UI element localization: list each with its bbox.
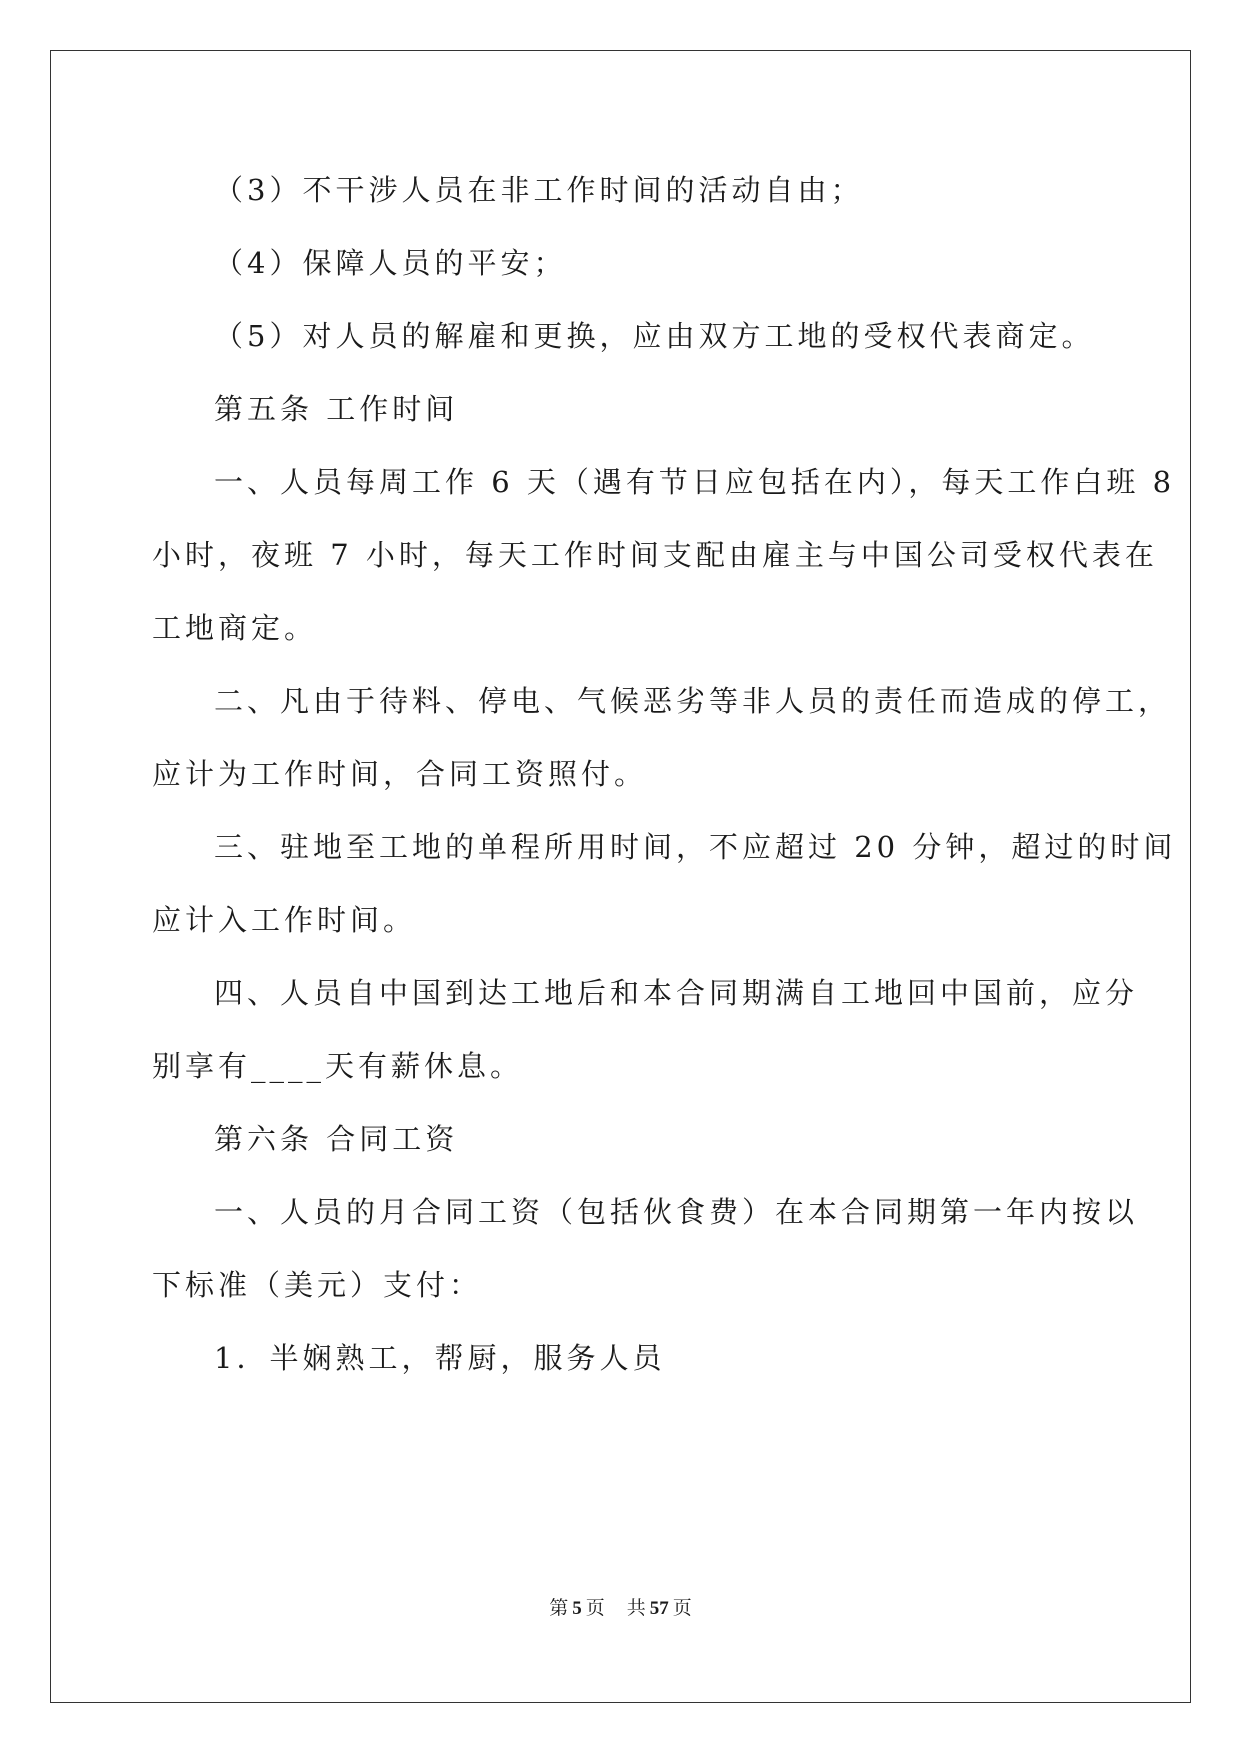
page-prefix: 第 [549,1598,569,1619]
text-line: 二、凡由于待料、停电、气候恶劣等非人员的责任而造成的停工， [214,684,1172,718]
text-line: 应计入工作时间。 [152,903,417,937]
text-line: （4）保障人员的平安； [214,246,567,280]
text-line: 1．半娴熟工，帮厨，服务人员 [214,1341,666,1375]
text-line: 四、人员自中国到达工地后和本合同期满自工地回中国前，应分 [214,976,1139,1010]
section-heading: 第五条 工作时间 [214,392,459,426]
page-footer [0,1597,1241,1621]
total-prefix: 共 [626,1598,646,1619]
text-line: 三、驻地至工地的单程所用时间，不应超过 20 分钟，超过的时间 [214,830,1177,864]
text-line: 一、人员每周工作 6 天（遇有节日应包括在内），每天工作白班 8 [214,465,1176,499]
current-page-number: 5 [572,1598,582,1619]
text-line: 小时，夜班 7 小时，每天工作时间支配由雇主与中国公司受权代表在 [152,538,1158,572]
page-border [50,50,1191,1703]
page-suffix: 页 [585,1598,605,1619]
text-line: 应计为工作时间，合同工资照付。 [152,757,648,791]
text-line: 一、人员的月合同工资（包括伙食费）在本合同期第一年内按以 [214,1195,1139,1229]
total-suffix: 页 [672,1598,692,1619]
text-line: （3）不干涉人员在非工作时间的活动自由； [214,173,864,207]
text-line: 下标准（美元）支付： [152,1268,483,1302]
text-line: 别享有____天有薪休息。 [152,1049,524,1083]
total-pages-number: 57 [649,1598,669,1619]
text-line: （5）对人员的解雇和更换，应由双方工地的受权代表商定。 [214,319,1095,353]
text-line: 工地商定。 [152,611,318,645]
section-heading: 第六条 合同工资 [214,1122,459,1156]
